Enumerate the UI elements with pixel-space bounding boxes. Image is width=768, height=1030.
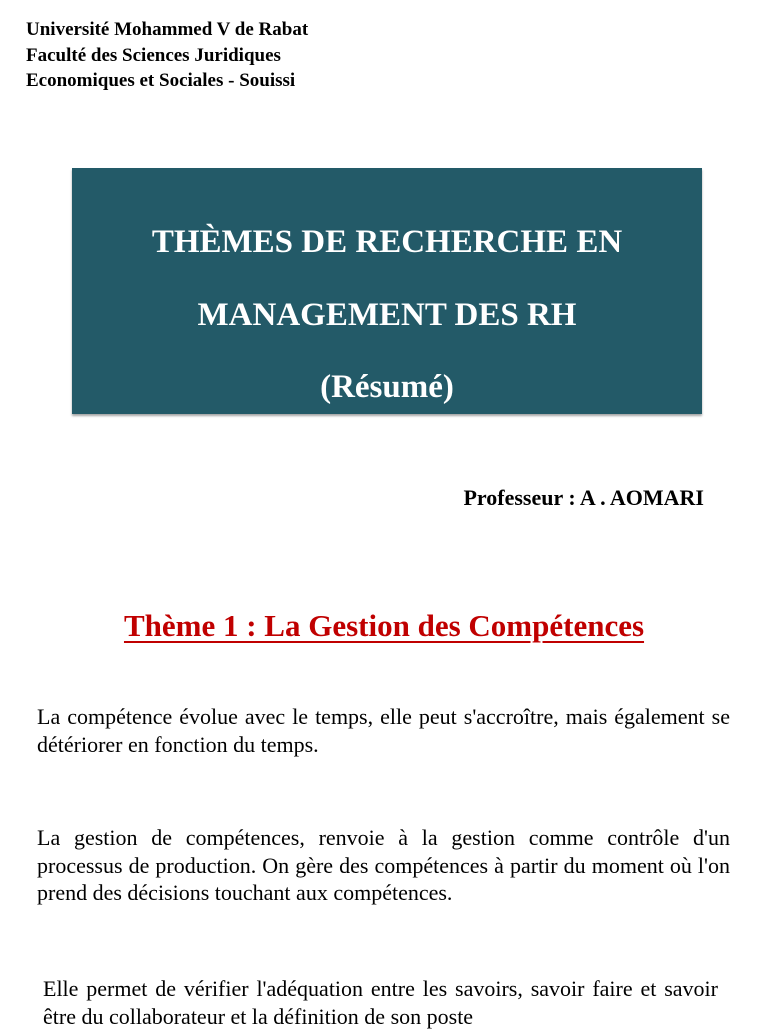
title-line-1: THÈMES DE RECHERCHE EN (151, 224, 623, 260)
document-title-box (72, 168, 702, 414)
title-line-2: MANAGEMENT DES RH (197, 297, 577, 333)
paragraph-2: La gestion de compétences, renvoie à la gestion comme contrôle d'un processus de production. On gère des compétences à partir du moment où l'on prend des décisions touchant aux compétences. (37, 825, 730, 905)
faculty-name-line1: Faculté des Sciences Juridiques (26, 44, 281, 66)
title-subtitle: (Résumé) (320, 369, 454, 405)
theme-heading-text: Thème 1 : La Gestion des Compétences (123, 608, 645, 643)
faculty-name-line2: Economiques et Sociales - Souissi (26, 70, 296, 91)
professor-name: Professeur : A . AOMARI (463, 485, 704, 510)
theme-heading (0, 608, 768, 644)
institution-header (26, 17, 308, 94)
university-name: Université Mohammed V de Rabat (26, 19, 309, 40)
paragraph-3: Elle permet de vérifier l'adéquation entre les savoirs, savoir faire et savoir être du collaborateur et la définition de son poste (43, 976, 718, 1029)
paragraph-1: La compétence évolue avec le temps, elle peut s'accroître, mais également se détériorer en fonction du temps. (37, 704, 730, 757)
